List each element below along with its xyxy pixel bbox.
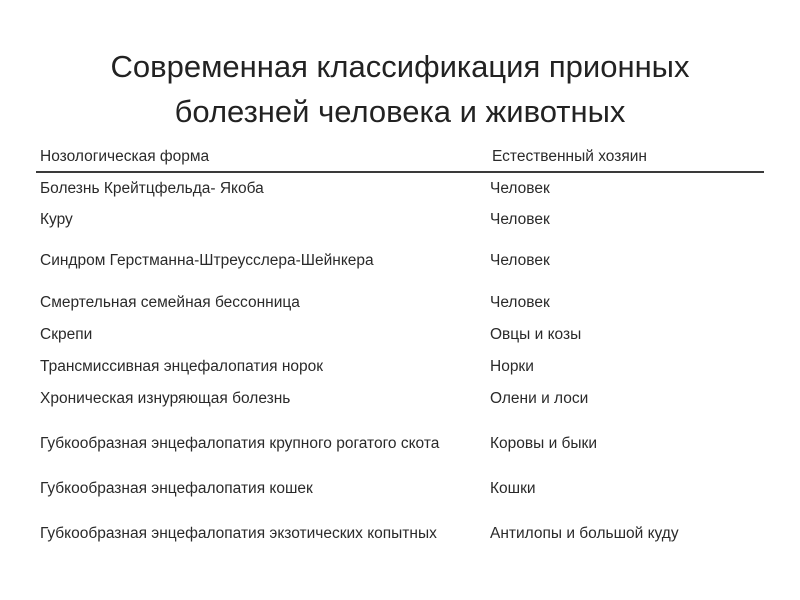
table-row (36, 172, 764, 204)
cell-host: Антилопы и большой куду (490, 524, 679, 542)
cell-host: Человек (490, 252, 550, 269)
header-natural-host: Естественный хозяин (488, 143, 764, 172)
table-row (36, 319, 764, 351)
cell-host: Овцы и козы (490, 326, 582, 343)
cell-form: Хроническая изнуряющая болезнь (40, 390, 291, 407)
cell-host: Коровы и быки (490, 434, 597, 452)
cell-form: Куру (40, 211, 73, 228)
cell-host: Человек (490, 293, 550, 311)
slide-title-line-1: Современная классификация прионных (110, 49, 690, 84)
table-row (36, 383, 764, 415)
table-row (36, 505, 764, 562)
cell-form: Болезнь Крейтцфельда- Якоба (40, 179, 264, 197)
table-header-row (36, 143, 764, 172)
table-body (36, 172, 764, 562)
cell-host: Человек (490, 179, 550, 197)
classification-table (36, 143, 764, 562)
table-row (36, 236, 764, 286)
cell-host: Норки (490, 358, 534, 375)
cell-form: Губкообразная энцефалопатия кошек (40, 479, 313, 497)
table-header (36, 143, 764, 172)
table-row (36, 472, 764, 505)
classification-table-wrapper (36, 143, 764, 562)
cell-form: Скрепи (40, 326, 93, 343)
table-row (36, 415, 764, 472)
cell-form: Губкообразная энцефалопатия экзотических копытных (40, 524, 437, 542)
cell-host: Олени и лоси (490, 390, 589, 407)
cell-form: Синдром Герстманна-Штреусслера-Шейнкера (40, 252, 374, 269)
cell-host: Человек (490, 211, 550, 228)
header-nosological-form: Нозологическая форма (36, 143, 488, 172)
table-row (36, 204, 764, 236)
cell-form: Губкообразная энцефалопатия крупного рогатого скота (40, 434, 440, 452)
cell-host: Кошки (490, 479, 536, 497)
cell-form: Смертельная семейная бессонница (40, 293, 300, 311)
cell-form: Трансмиссивная энцефалопатия норок (40, 358, 324, 375)
slide-title (40, 44, 760, 134)
table-row (36, 351, 764, 383)
slide-title-line-2: болезней человека и животных (174, 94, 626, 129)
table-row (36, 286, 764, 319)
